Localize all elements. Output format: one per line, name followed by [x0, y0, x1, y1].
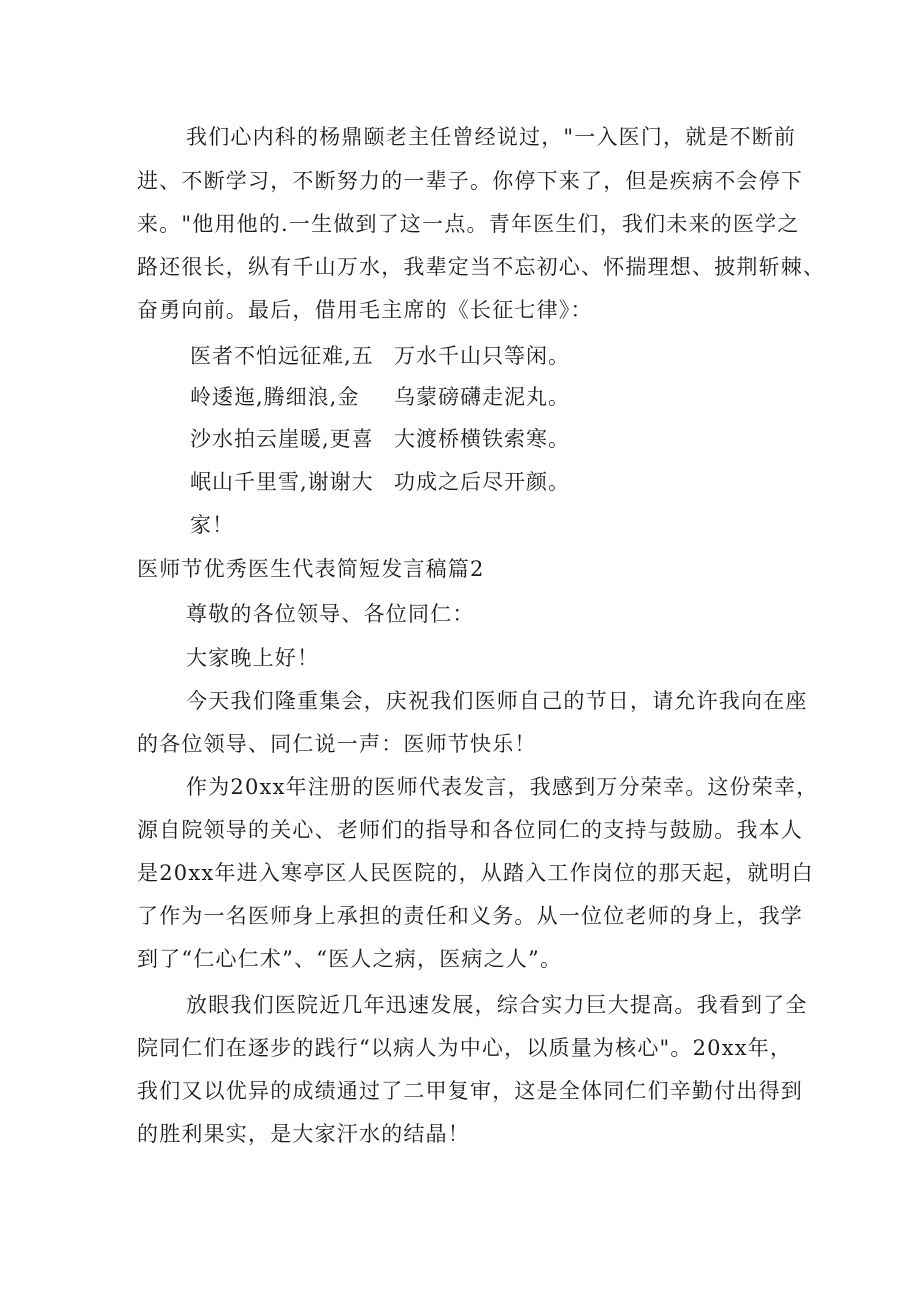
- poem-line-2-right: 乌蒙磅礴走泥丸。: [394, 385, 570, 409]
- paragraph-3-line-1: 作为20xx年注册的医师代表发言，我感到万分荣幸。这份荣幸，: [186, 775, 819, 799]
- paragraph-1-line-1: 我们心内科的杨鼎颐老主任曾经说过，"一入医门，就是不断前: [186, 125, 797, 149]
- paragraph-3-line-3: 是20xx年进入寒亭区人民医院的，从踏入工作岗位的那天起，就明白: [137, 861, 814, 885]
- poem-line-1-right: 万水千山只等闲。: [394, 344, 570, 368]
- greeting: 尊敬的各位领导、各位同仁：: [186, 602, 475, 626]
- poem-line-4-left: 岷山千里雪,谢谢大: [190, 470, 374, 494]
- paragraph-3-line-2: 源自院领导的关心、老师们的指导和各位同仁的支持与鼓励。我本人: [137, 818, 803, 842]
- poem-line-1-left: 医者不怕远征难,五: [190, 344, 374, 368]
- paragraph-2-line-2: 的各位领导、同仁说一声：医师节快乐！: [137, 732, 537, 756]
- paragraph-1-line-5: 奋勇向前。最后，借用毛主席的《长征七律》：: [137, 298, 593, 322]
- paragraph-4-line-3: 我们又以优异的成绩通过了二甲复审，这是全体同仁们辛勤付出得到: [137, 1079, 803, 1103]
- poem-line-5-left: 家！: [190, 513, 234, 537]
- poem-line-3-right: 大渡桥横铁索寒。: [394, 427, 570, 451]
- section-title: 医师节优秀医生代表简短发言稿篇2: [137, 557, 485, 581]
- salutation: 大家晚上好！: [186, 646, 320, 670]
- paragraph-3-line-4: 了作为一名医师身上承担的责任和义务。从一位位老师的身上，我学: [137, 904, 803, 928]
- paragraph-4-line-4: 的胜利果实，是大家汗水的结晶！: [137, 1122, 470, 1146]
- paragraph-3-line-5: 到了“仁心仁术”、“医人之病，医病之人”。: [137, 947, 563, 971]
- paragraph-2-line-1: 今天我们隆重集会，庆祝我们医师自己的节日，请允许我向在座: [186, 689, 808, 713]
- poem-line-4-right: 功成之后尽开颜。: [394, 470, 570, 494]
- paragraph-4-line-2: 院同仁们在逐步的践行“以病人为中心，以质量为核心"。20xx年，: [137, 1036, 793, 1060]
- paragraph-1-line-4: 路还很长，纵有千山万水，我辈定当不忘初心、怀揣理想、披荆斩棘、: [137, 255, 826, 279]
- paragraph-1-line-3: 来。"他用他的.一生做到了这一点。青年医生们，我们未来的医学之: [137, 212, 800, 236]
- poem-line-3-left: 沙水拍云崖暖,更喜: [190, 427, 374, 451]
- poem-line-2-left: 岭逶迤,腾细浪,金: [190, 385, 360, 409]
- paragraph-1-line-2: 进、不断学习，不断努力的一辈子。你停下来了，但是疾病不会停下: [137, 169, 803, 193]
- paragraph-4-line-1: 放眼我们医院近几年迅速发展，综合实力巨大提高。我看到了全: [186, 993, 808, 1017]
